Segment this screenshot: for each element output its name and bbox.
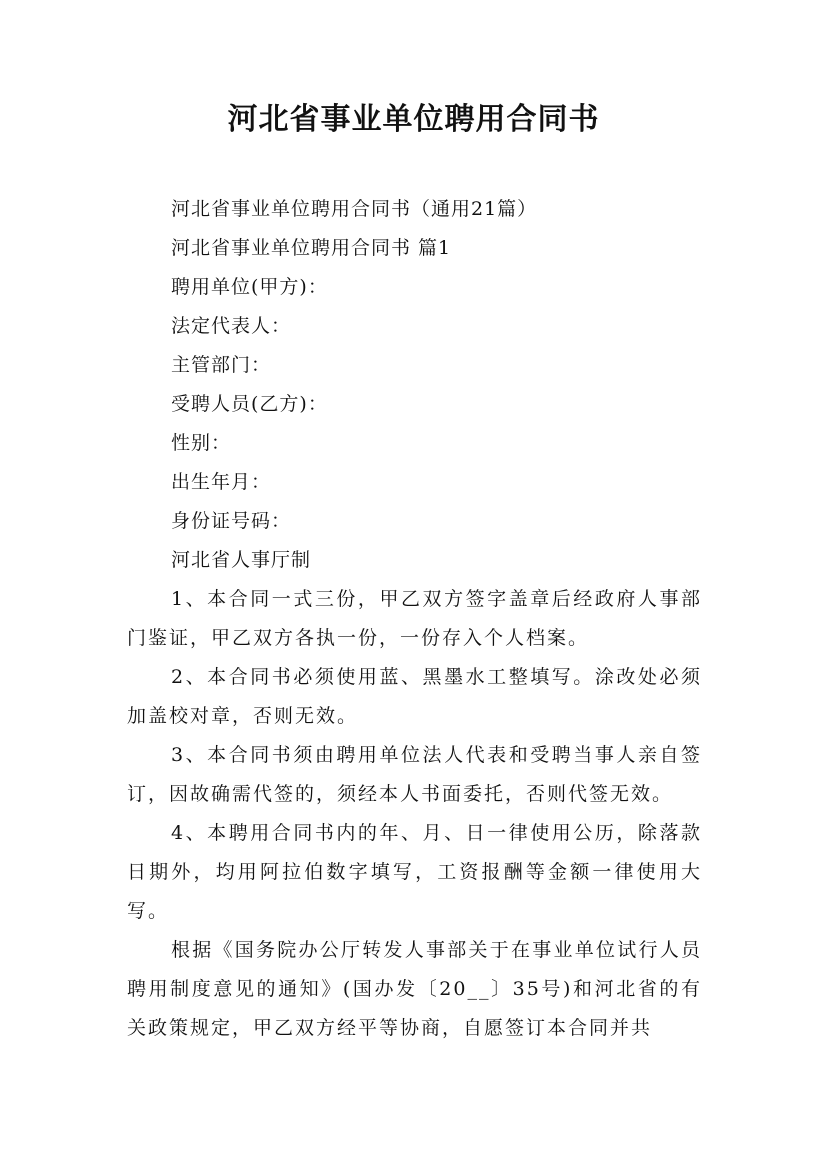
paragraph-5: 根据《国务院办公厅转发人事部关于在事业单位试行人员聘用制度意见的通知》(国办发〔20__〕35号)和河北省的有关政策规定，甲乙双方经平等协商，自愿签订本合同并共 <box>127 939 702 1039</box>
paragraph-2: 2、本合同书必须使用蓝、黑墨水工整填写。涂改处必须加盖校对章，否则无效。 <box>127 666 702 727</box>
field-id-number: 身份证号码： <box>171 510 292 532</box>
document-body <box>127 190 702 1048</box>
field-gender: 性别： <box>171 432 232 454</box>
field-birth-date: 出生年月： <box>171 471 272 493</box>
section-heading: 河北省事业单位聘用合同书 篇1 <box>171 237 452 259</box>
document-subtitle: 河北省事业单位聘用合同书（通用21篇） <box>171 198 538 220</box>
paragraph-1: 1、本合同一式三份，甲乙双方签字盖章后经政府人事部门鉴证，甲乙双方各执一份，一份存入个人档案。 <box>127 588 702 649</box>
field-supervising-department: 主管部门： <box>171 354 272 376</box>
paragraph-4: 4、本聘用合同书内的年、月、日一律使用公历，除落款日期外，均用阿拉伯数字填写，工资报酬等金额一律使用大写。 <box>127 822 702 922</box>
issuer-line: 河北省人事厅制 <box>171 549 312 571</box>
document-title: 河北省事业单位聘用合同书 <box>227 102 600 137</box>
field-legal-representative: 法定代表人： <box>171 315 292 337</box>
field-employer: 聘用单位(甲方)： <box>171 276 328 298</box>
field-employee: 受聘人员(乙方)： <box>171 393 328 415</box>
paragraph-3: 3、本合同书须由聘用单位法人代表和受聘当事人亲自签订，因故确需代签的，须经本人书面委托，否则代签无效。 <box>127 744 702 805</box>
